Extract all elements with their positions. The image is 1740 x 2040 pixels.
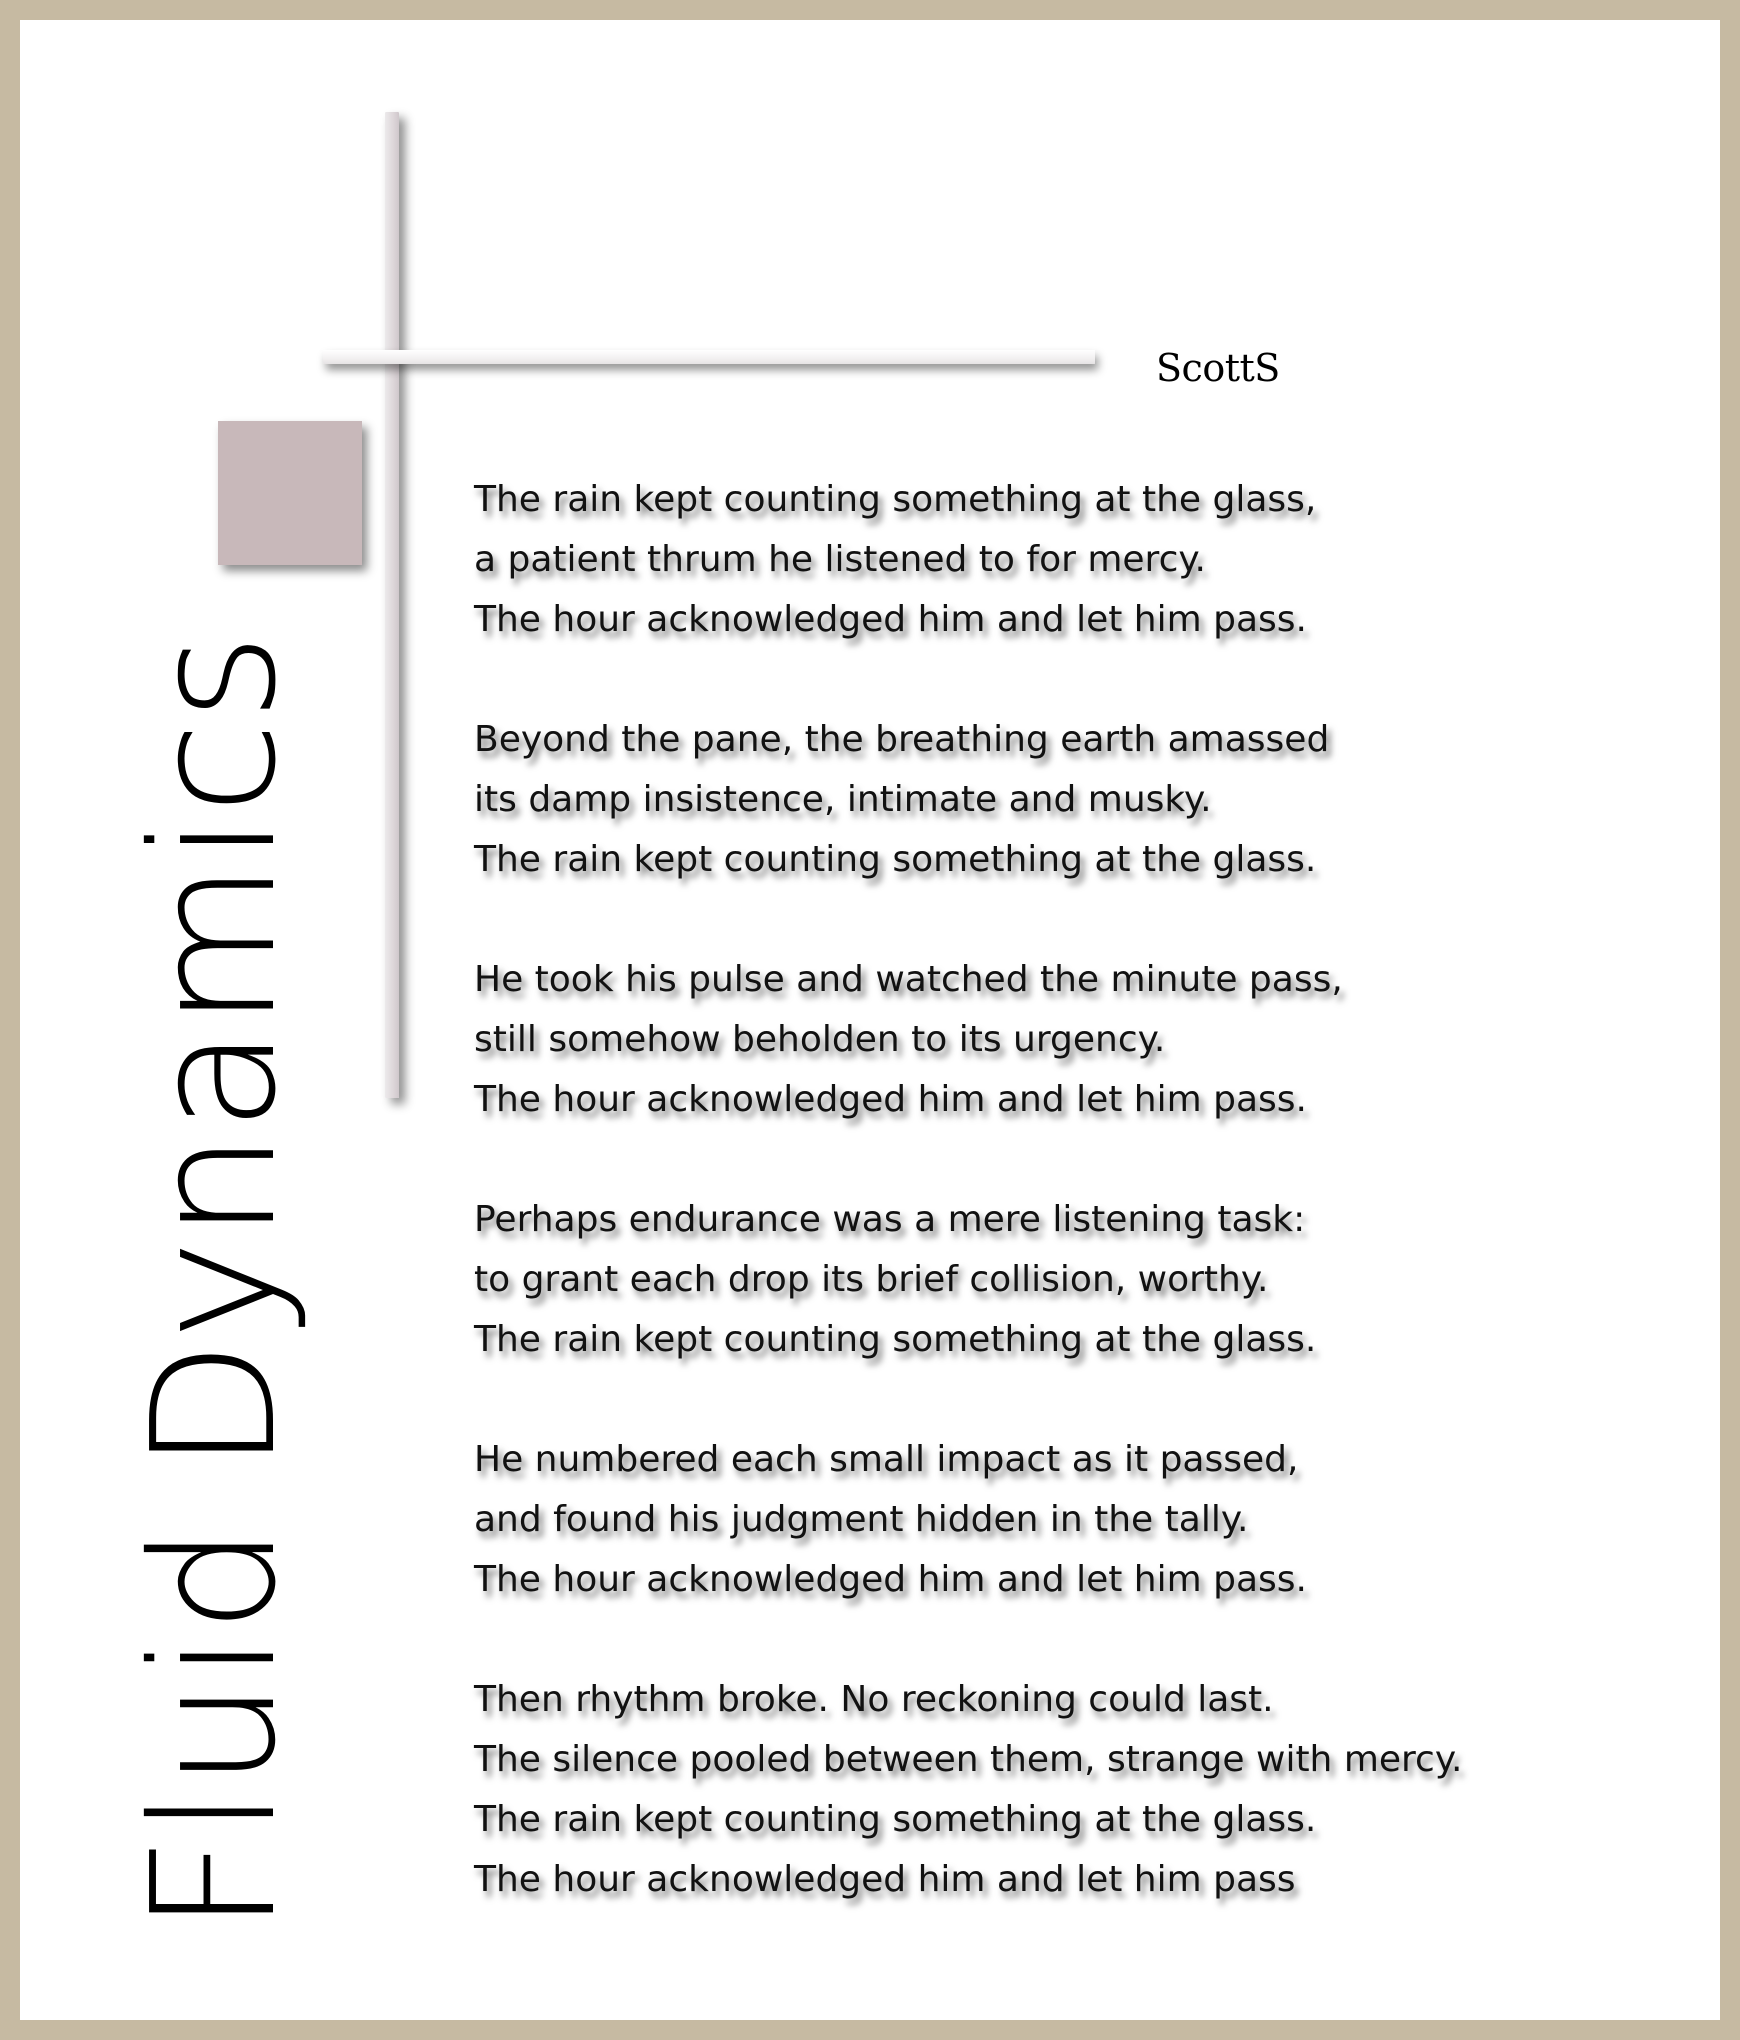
poem-line: Then rhythm broke. No reckoning could last.	[474, 1679, 1274, 1720]
poem-line: to grant each drop its brief collision, worthy.	[474, 1259, 1269, 1300]
poem-line: He took his pulse and watched the minute pass,	[474, 959, 1343, 1000]
horizontal-rule	[323, 350, 1095, 364]
stanza-5	[474, 1430, 1674, 1610]
poem-line: The rain kept counting something at the glass.	[474, 839, 1317, 880]
poem-line: Perhaps endurance was a mere listening task:	[474, 1199, 1306, 1240]
poem-line: He numbered each small impact as it passed,	[474, 1439, 1299, 1480]
vertical-rule	[385, 112, 399, 1098]
poem-title: Fluid Dynamics	[116, 632, 314, 1934]
poem-line: Beyond the pane, the breathing earth amassed	[474, 719, 1330, 760]
poem-line: its damp insistence, intimate and musky.	[474, 779, 1212, 820]
decorative-square	[218, 421, 362, 565]
author-name: ScottS	[1156, 346, 1280, 390]
poem-line: The hour acknowledged him and let him pass.	[474, 1559, 1307, 1600]
poem-line: still somehow beholden to its urgency.	[474, 1019, 1166, 1060]
poem-line: The hour acknowledged him and let him pass	[474, 1859, 1296, 1900]
poem-line: and found his judgment hidden in the tally.	[474, 1499, 1249, 1540]
stanza-3	[474, 950, 1674, 1130]
stanza-2	[474, 710, 1674, 890]
stanza-4	[474, 1190, 1674, 1370]
stanza-6	[474, 1670, 1674, 1910]
poem-line: The rain kept counting something at the glass,	[474, 479, 1317, 520]
poem-line: The rain kept counting something at the glass.	[474, 1799, 1317, 1840]
poem-line: The silence pooled between them, strange with mercy.	[474, 1739, 1463, 1780]
poem-line: The hour acknowledged him and let him pass.	[474, 599, 1307, 640]
poem-body	[474, 470, 1674, 1970]
poem-line: a patient thrum he listened to for mercy.	[474, 539, 1206, 580]
stanza-1	[474, 470, 1674, 650]
poem-line: The hour acknowledged him and let him pass.	[474, 1079, 1307, 1120]
poem-line: The rain kept counting something at the glass.	[474, 1319, 1317, 1360]
